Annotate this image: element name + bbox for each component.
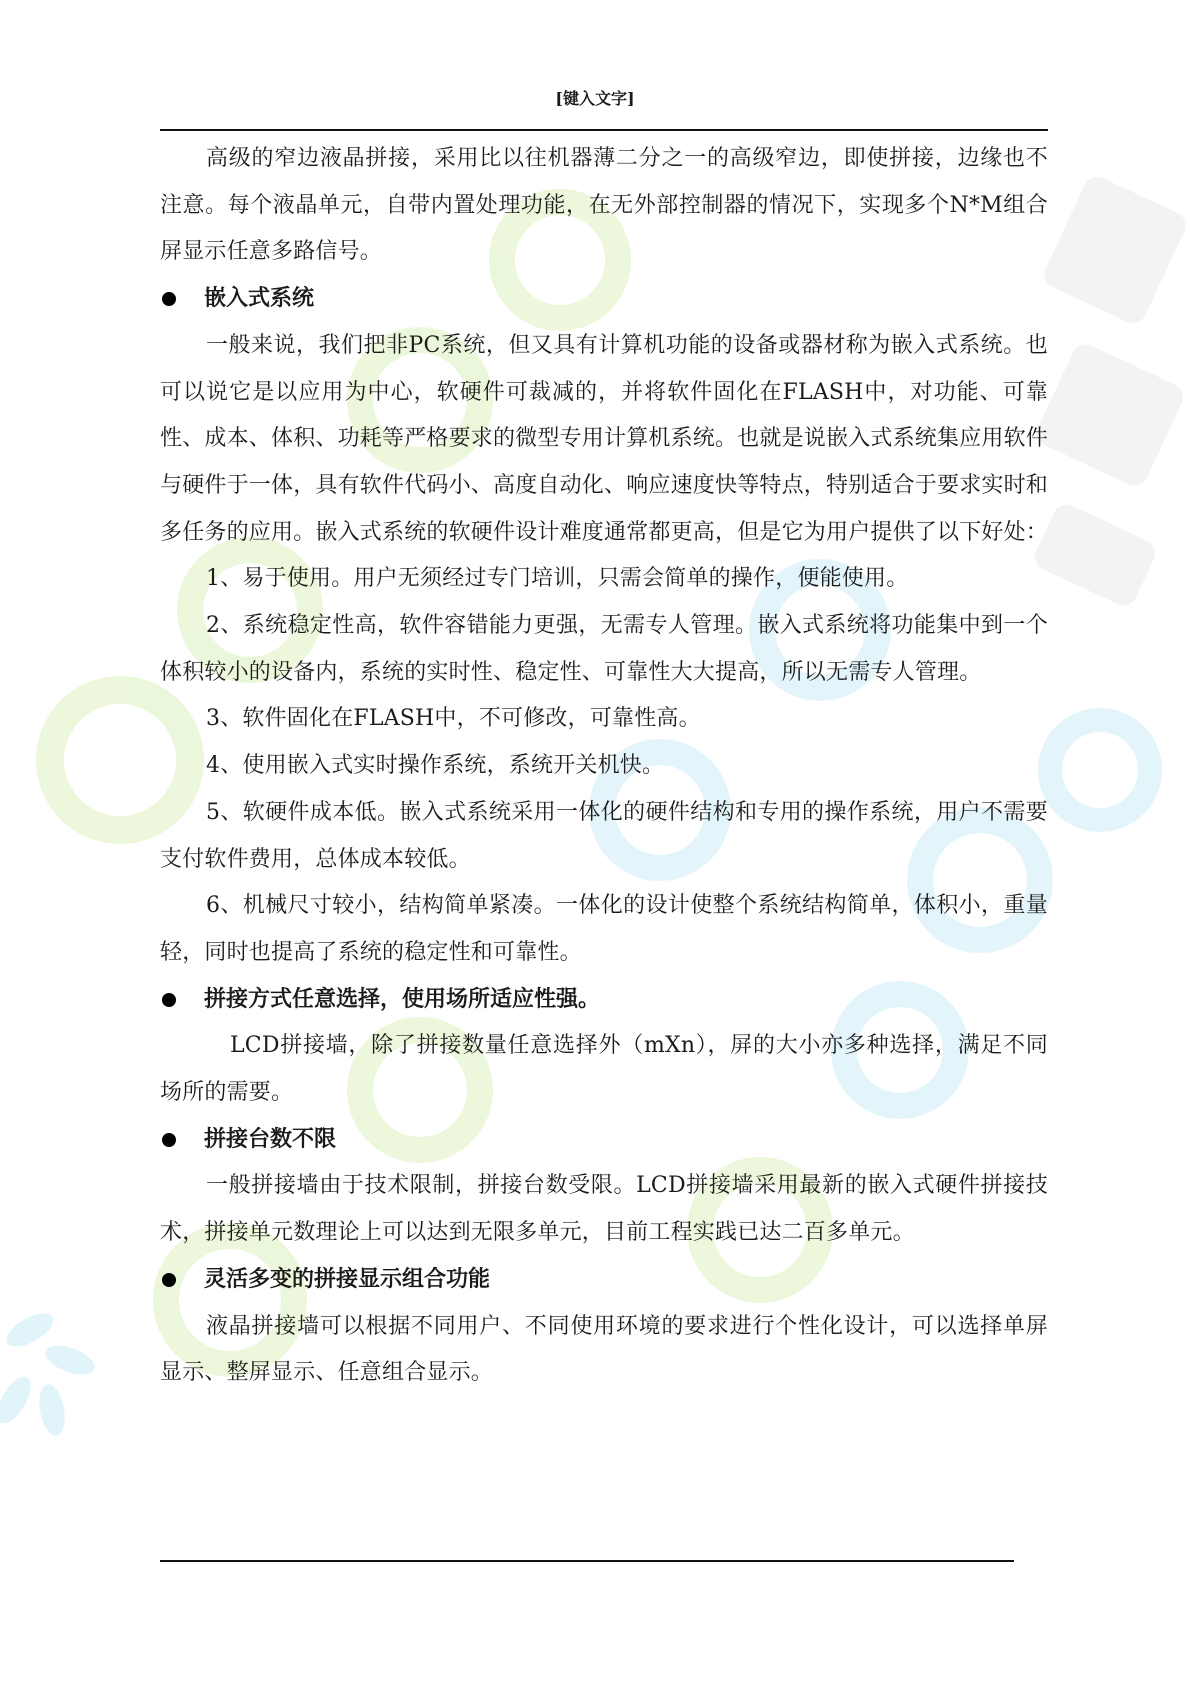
watermark-corner-gray — [1030, 172, 1190, 610]
unlimited-paragraph: 一般拼接墙由于技术限制，拼接台数受限。LCD拼接墙采用最新的嵌入式硬件拼接技术，拼接单元数理论上可以达到无限多单元，目前工程实践已达二百多单元。 — [160, 1173, 1048, 1246]
section-heading-embedded — [160, 276, 1048, 323]
document-body — [160, 136, 1048, 1397]
benefit-item: 3、软件固化在FLASH中，不可修改，可靠性高。 — [206, 706, 701, 732]
section-heading-splice — [160, 977, 1048, 1024]
footer-divider — [160, 1560, 1014, 1562]
intro-paragraph: 高级的窄边液晶拼接，采用比以往机器薄二分之一的高级窄边，即使拼接，边缘也不注意。每个液晶单元，自带内置处理功能，在无外部控制器的情况下，实现多个N*M组合屏显示任意多路信号。 — [160, 146, 1048, 265]
benefit-item: 2、系统稳定性高，软件容错能力更强，无需专人管理。嵌入式系统将功能集中到一个体积较小的设备内，系统的实时性、稳定性、可靠性大大提高，所以无需专人管理。 — [160, 613, 1048, 685]
section-heading-text: 灵活多变的拼接显示组合功能 — [204, 1266, 491, 1292]
section-heading-unlimited — [160, 1117, 1048, 1164]
section-heading-text: 拼接方式任意选择，使用场所适应性强。 — [204, 986, 601, 1012]
splice-paragraph: LCD拼接墙，除了拼接数量任意选择外（mXn），屏的大小亦多种选择，满足不同场所的需要。 — [160, 1033, 1048, 1106]
bullet-icon — [162, 1273, 176, 1287]
embedded-paragraph: 一般来说，我们把非PC系统，但又具有计算机功能的设备或器材称为嵌入式系统。也可以说它是以应用为中心，软硬件可裁减的，并将软件固化在FLASH中，对功能、可靠性、成本、体积、功耗等严格要求的微型专用计算机系统。也就是说嵌入式系统集应用软件与硬件于一体，具有软件代码小、高度自动化、响应速度快等特点，特别适合于要求实时和多任务的应用。嵌入式系统的软硬件设计难度通常都更高，但是它为用户提供了以下好处： — [160, 332, 1049, 545]
benefit-item: 6、机械尺寸较小，结构简单紧凑。一体化的设计使整个系统结构简单，体积小，重量轻，同时也提高了系统的稳定性和可靠性。 — [160, 893, 1048, 965]
watermark-flower-icon — [0, 1307, 99, 1438]
benefit-item: 4、使用嵌入式实时操作系统，系统开关机快。 — [206, 753, 665, 779]
section-heading-flexible — [160, 1257, 1048, 1304]
flexible-paragraph: 液晶拼接墙可以根据不同用户、不同使用环境的要求进行个性化设计，可以选择单屏显示、整屏显示、任意组合显示。 — [160, 1313, 1048, 1386]
bullet-icon — [162, 1133, 176, 1147]
section-heading-text: 拼接台数不限 — [204, 1126, 337, 1152]
bullet-icon — [162, 292, 176, 306]
benefit-item: 5、软硬件成本低。嵌入式系统采用一体化的硬件结构和专用的操作系统，用户不需要支付软件费用，总体成本较低。 — [160, 799, 1048, 872]
bullet-icon — [162, 993, 176, 1007]
section-heading-text: 嵌入式系统 — [204, 286, 315, 312]
header-divider — [160, 129, 1048, 131]
benefit-item: 1、易于使用。用户无须经过专门培训，只需会简单的操作，便能使用。 — [206, 566, 909, 592]
page-header: [键入文字] — [555, 89, 635, 108]
